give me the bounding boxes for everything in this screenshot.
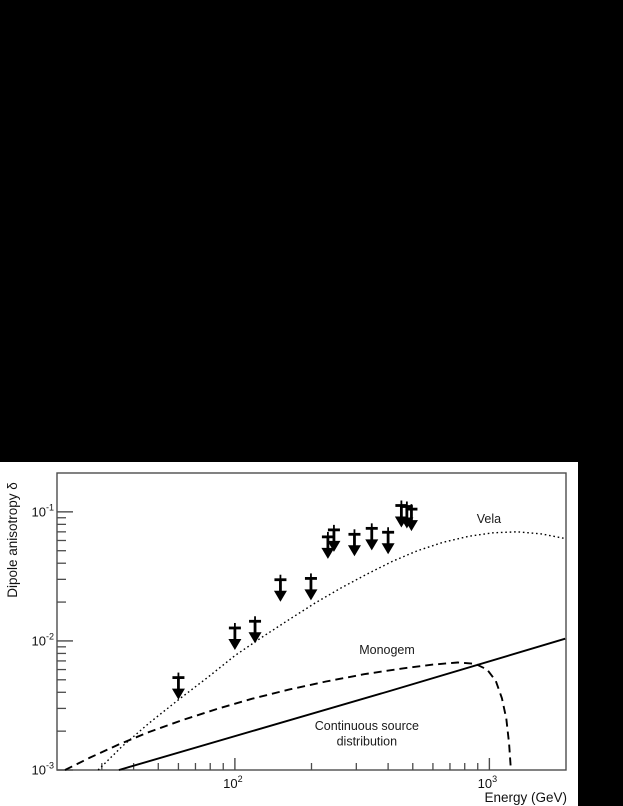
y-tick-label: $10^{-3}$ [31,760,54,778]
chart-layer [32,473,566,791]
continuous-curve [119,639,565,770]
annotation-vela: Vela [476,511,502,526]
annotation-distribution: distribution [336,734,398,749]
upper-limit-arrow [365,523,378,550]
black-mask-right [578,0,623,806]
upper-limit-arrow [304,573,317,600]
x-tick-label: $10^3$ [477,774,498,791]
monogem-curve [65,663,511,771]
upper-limit-part [228,639,241,650]
upper-limit-arrow [382,527,395,554]
vela-curve [98,532,566,770]
annotation-monogem: Monogem [359,643,415,658]
upper-limit-part [249,632,262,643]
upper-limit-arrow [228,623,241,650]
upper-limit-arrow [348,529,361,556]
upper-limit-part [172,689,185,700]
upper-limit-part [321,548,334,559]
y-tick-label: $10^{-2}$ [31,631,54,649]
upper-limit-part [304,589,317,600]
upper-limit-part [348,545,361,556]
upper-limit-part [382,543,395,554]
upper-limit-arrow [274,575,287,602]
x-axis-title: Energy (GeV) [484,790,567,805]
upper-limit-part [274,591,287,602]
annotation-continuous-source: Continuous source [314,718,419,733]
x-tick-label: $10^2$ [223,774,243,791]
upper-limit-arrow [327,525,340,552]
upper-limit-part [365,539,378,550]
upper-limit-arrow [172,673,185,700]
y-axis-title: Dipole anisotropy δ [5,482,20,598]
y-tick-label: $10^{-1}$ [31,502,54,520]
